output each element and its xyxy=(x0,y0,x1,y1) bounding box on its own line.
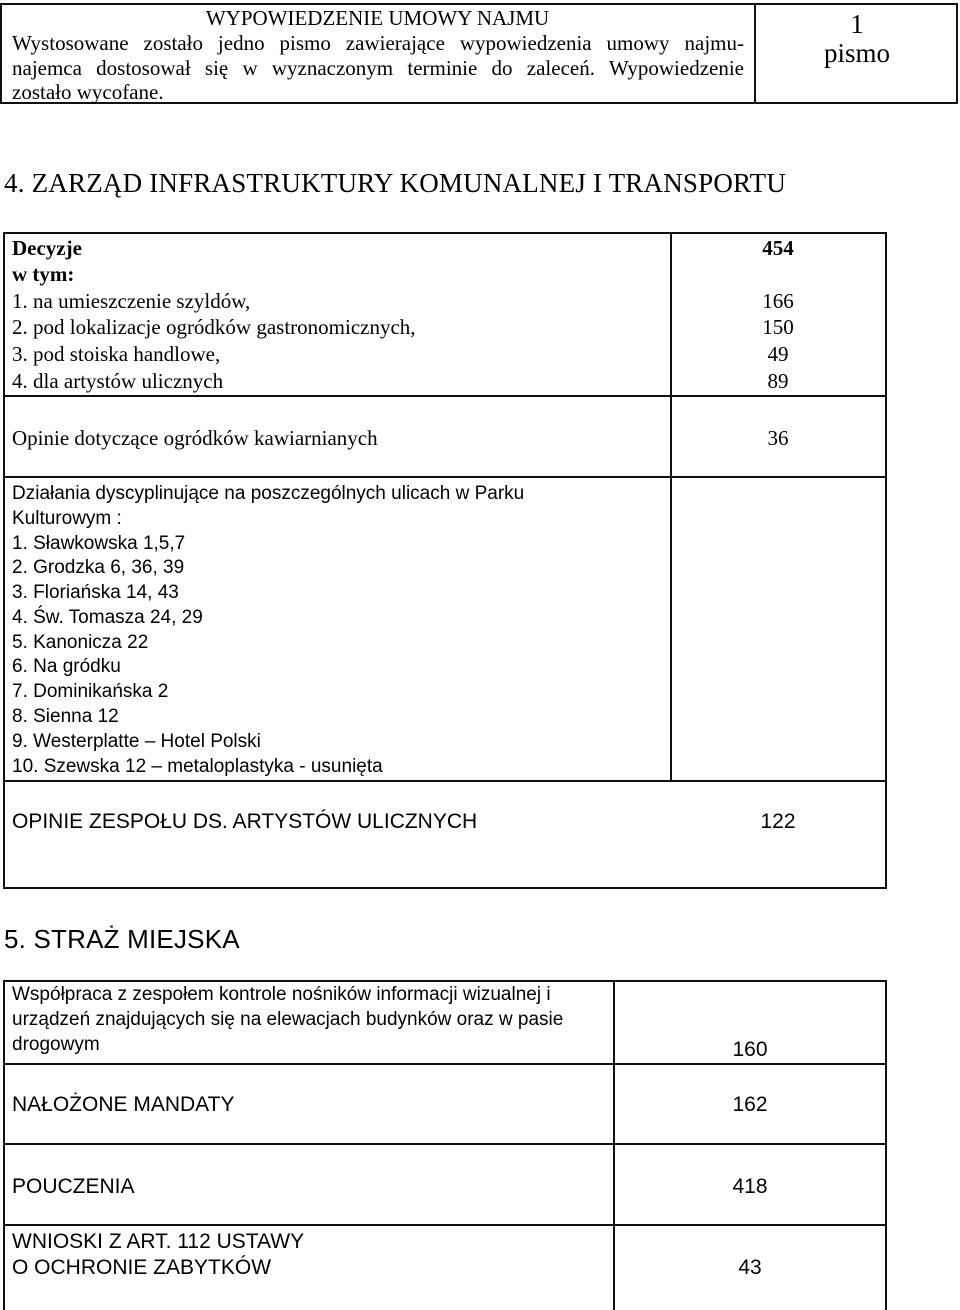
artists-opinions-value: 122 xyxy=(760,810,796,833)
motions-label-line-2: O OCHRONIE ZABYTKÓW xyxy=(12,1256,272,1279)
decision-value: 49 xyxy=(767,342,789,366)
decisions-title: Decyzje xyxy=(12,236,82,260)
termination-count-number: 1 xyxy=(850,9,864,39)
termination-count-label: pismo xyxy=(823,38,890,68)
disciplinary-title-line-2: Kulturowym : xyxy=(12,508,122,529)
cooperation-line-2: urządzeń znajdujących się na elewacjach budynków oraz w pasie xyxy=(12,1009,564,1030)
decision-item: 1. na umieszczenie szyldów, xyxy=(12,289,251,313)
street-item: 1. Sławkowska 1,5,7 xyxy=(12,533,186,554)
decision-value: 166 xyxy=(762,289,794,313)
decisions-subtitle: w tym: xyxy=(12,262,75,286)
street-item: 10. Szewska 12 – metaloplastyka - usunięta xyxy=(12,756,383,777)
cooperation-line-1: Współpraca z zespołem kontrole nośników informacji wizualnej i xyxy=(12,984,551,1005)
decision-item: 2. pod lokalizacje ogródków gastronomicznych, xyxy=(12,315,416,339)
decision-value: 89 xyxy=(767,369,789,393)
cooperation-value: 160 xyxy=(732,1038,768,1061)
section-5-row-line-2 xyxy=(3,1143,887,1145)
warnings-value: 418 xyxy=(732,1175,768,1198)
street-item: 3. Floriańska 14, 43 xyxy=(12,582,179,603)
section-4-heading: 4. ZARZĄD INFRASTRUKTURY KOMUNALNEJ I TRANSPORTU xyxy=(4,168,787,198)
section-5-row-line-1 xyxy=(3,1063,887,1065)
decisions-total: 454 xyxy=(762,236,794,260)
section-4-row-line-2 xyxy=(3,476,887,478)
opinions-value: 36 xyxy=(767,426,789,450)
street-item: 7. Dominikańska 2 xyxy=(12,681,169,702)
street-item: 5. Kanonicza 22 xyxy=(12,632,149,653)
street-item: 2. Grodzka 6, 36, 39 xyxy=(12,557,185,578)
section-4-row-line-1 xyxy=(3,395,887,397)
section-4-divider xyxy=(670,232,672,781)
termination-title: WYPOWIEDZENIE UMOWY NAJMU xyxy=(205,6,550,30)
decision-item: 3. pod stoiska handlowe, xyxy=(12,342,221,366)
street-item: 8. Sienna 12 xyxy=(12,706,119,727)
street-item: 9. Westerplatte – Hotel Polski xyxy=(12,731,261,752)
motions-value: 43 xyxy=(738,1256,762,1279)
section-4-row-line-3 xyxy=(3,780,887,782)
cooperation-line-3: drogowym xyxy=(12,1034,100,1055)
street-item: 4. Św. Tomasza 24, 29 xyxy=(12,607,203,628)
decision-value: 150 xyxy=(762,315,794,339)
termination-line-2: najemca dostosował się w wyznaczonym terminie do zaleceń. Wypowiedzenie xyxy=(12,56,744,80)
artists-opinions-label: OPINIE ZESPOŁU DS. ARTYSTÓW ULICZNYCH xyxy=(12,810,478,833)
section-5-row-line-3 xyxy=(3,1224,887,1226)
decision-item: 4. dla artystów ulicznych xyxy=(12,369,224,393)
street-item: 6. Na gródku xyxy=(12,656,121,677)
motions-label-line-1: WNIOSKI Z ART. 112 USTAWY xyxy=(12,1230,305,1253)
section-5-heading: 5. STRAŻ MIEJSKA xyxy=(4,924,240,954)
termination-line-1: Wystosowane zostało jedno pismo zawierające wypowiedzenia umowy najmu- xyxy=(12,31,744,55)
warnings-label: POUCZENIA xyxy=(12,1175,135,1198)
fines-value: 162 xyxy=(732,1093,768,1116)
disciplinary-title-line-1: Działania dyscyplinujące na poszczególnych ulicach w Parku xyxy=(12,483,525,504)
opinions-label: Opinie dotyczące ogródków kawiarnianych xyxy=(12,426,378,450)
fines-label: NAŁOŻONE MANDATY xyxy=(12,1093,235,1116)
termination-line-3: zostało wycofane. xyxy=(12,80,164,104)
